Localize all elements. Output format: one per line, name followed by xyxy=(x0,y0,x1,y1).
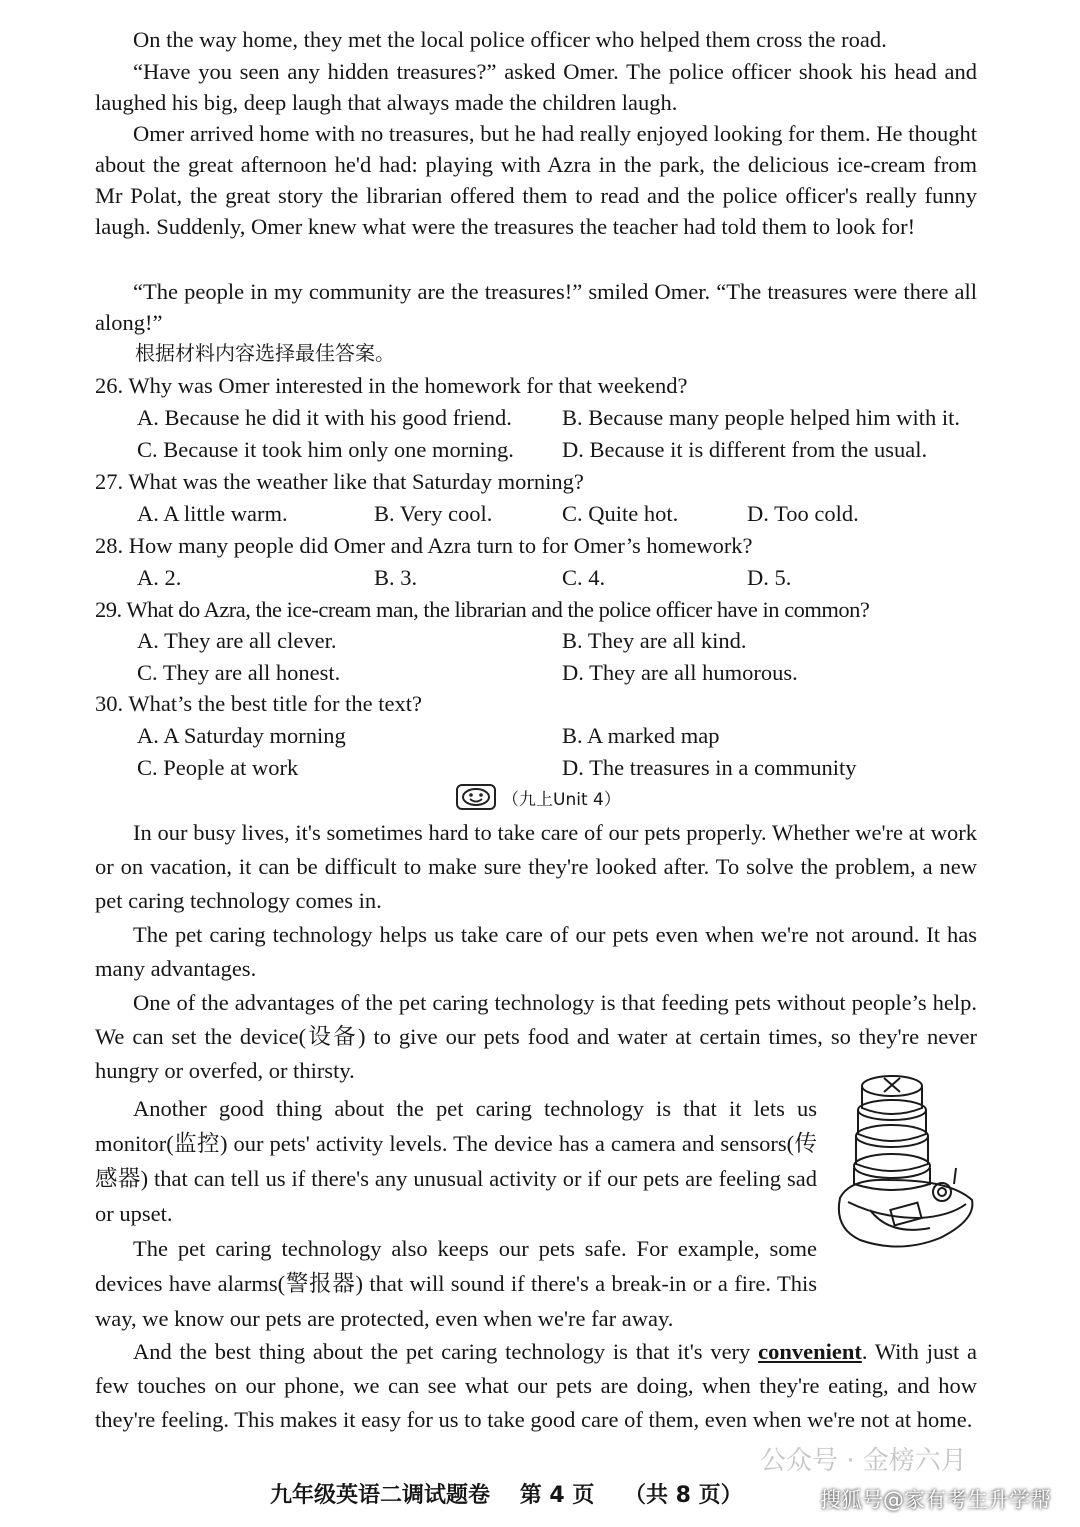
question-29-stem: 29. What do Azra, the ice-cream man, the librarian and the police officer have in common? xyxy=(95,597,870,622)
question-27-option-d[interactable]: D. Too cold. xyxy=(747,501,859,526)
question-28-stem: 28. How many people did Omer and Azra turn to for Omer’s homework? xyxy=(95,533,753,558)
question-26-option-b[interactable]: B. Because many people helped him with it. xyxy=(562,405,961,430)
passage1-paragraph-4: “The people in my community are the treasures!” smiled Omer. “The treasures were there all along!” xyxy=(95,279,977,335)
question-30-stem: 30. What’s the best title for the text? xyxy=(95,691,422,716)
paragraph-6-rest: . With just a few touches on our phone, we can see what our pets are doing, when they're eating, and how they're feeling. This makes it easy for us to take good care of them, even when we're not at home. xyxy=(95,1339,977,1432)
question-28-option-c[interactable]: C. 4. xyxy=(562,565,606,590)
passage1-paragraph-1: On the way home, they met the local police officer who helped them cross the road. xyxy=(133,27,887,52)
question-28-option-d[interactable]: D. 5. xyxy=(747,565,792,590)
question-30-option-d[interactable]: D. The treasures in a community xyxy=(562,755,857,780)
question-29-option-d[interactable]: D. They are all humorous. xyxy=(562,660,798,685)
smiley-badge-icon xyxy=(456,784,496,810)
passage2-paragraph-3: One of the advantages of the pet caring technology is that feeding pets without people’s help. We can set the device(设备) to give our pets food and water at certain times, so they're never hungry or overfed, or thirsty. xyxy=(95,990,977,1083)
question-30-option-b[interactable]: B. A marked map xyxy=(562,723,720,748)
passage2-paragraph-6 xyxy=(95,1335,977,1437)
question-29-option-a[interactable]: A. They are all clever. xyxy=(137,628,337,653)
question-29-option-b[interactable]: B. They are all kind. xyxy=(562,628,747,653)
question-28-option-a[interactable]: A. 2. xyxy=(137,565,182,590)
instruction-text: 根据材料内容选择最佳答案。 xyxy=(135,341,395,365)
question-28-option-b[interactable]: B. 3. xyxy=(374,565,418,590)
passage2-paragraph-4: Another good thing about the pet caring technology is that it lets us monitor(监控) our pets' activity levels. The device has a camera and sensors(传感器) that can tell us if there's any unusual activity or if our pets are feeling sad or upset. xyxy=(95,1096,817,1226)
footer-exam-title: 九年级英语二调试题卷 xyxy=(270,1483,491,1508)
footer-total-pages: （共 8 页） xyxy=(624,1483,743,1508)
page-footer xyxy=(270,1478,765,1509)
pet-feeder-illustration-icon xyxy=(830,1068,980,1258)
question-27-option-a[interactable]: A. A little warm. xyxy=(137,501,288,526)
section-label: （九上Unit 4） xyxy=(502,789,621,810)
passage2-paragraph-2: The pet caring technology helps us take care of our pets even when we're not around. It has many advantages. xyxy=(95,922,977,981)
question-30-option-a[interactable]: A. A Saturday morning xyxy=(137,723,346,748)
section-marker xyxy=(456,782,621,812)
passage2-paragraph-5: The pet caring technology also keeps our pets safe. For example, some devices have alarms(警报器) that will sound if there's a break-in or a fire. This way, we know our pets are protected, even when we're far away. xyxy=(95,1236,817,1331)
question-29-option-c[interactable]: C. They are all honest. xyxy=(137,660,341,685)
question-27-stem: 27. What was the weather like that Saturday morning? xyxy=(95,469,584,494)
keyword-convenient: convenient xyxy=(758,1339,862,1364)
question-27-option-c[interactable]: C. Quite hot. xyxy=(562,501,679,526)
question-26-option-a[interactable]: A. Because he did it with his good friend. xyxy=(137,405,512,430)
footer-page-number: 第 4 页 xyxy=(519,1483,595,1508)
question-26-option-c[interactable]: C. Because it took him only one morning. xyxy=(137,437,514,462)
passage1-paragraph-3: Omer arrived home with no treasures, but he had really enjoyed looking for them. He thought about the great afternoon he'd had: playing with Azra in the park, the delicious ice-cream from Mr Polat, the great story the librarian offered them to read and the police officer's really funny laugh. Suddenly, Omer knew what were the treasures the teacher had told them to look for! xyxy=(95,121,977,239)
paragraph-6-lead: And the best thing about the pet caring technology is that it's very xyxy=(133,1339,759,1364)
question-30-option-c[interactable]: C. People at work xyxy=(137,755,299,780)
wechat-watermark: 公众号 · 金榜六月 xyxy=(760,1446,967,1476)
passage2-paragraph-1: In our busy lives, it's sometimes hard to take care of our pets properly. Whether we're at work or on vacation, it can be difficult to make sure they're looked after. To solve the problem, a new pet caring technology comes in. xyxy=(95,820,977,913)
passage1-paragraph-2: “Have you seen any hidden treasures?” asked Omer. The police officer shook his head and laughed his big, deep laugh that always made the children laugh. xyxy=(95,59,977,115)
question-26-option-d[interactable]: D. Because it is different from the usual. xyxy=(562,437,928,462)
question-27-option-b[interactable]: B. Very cool. xyxy=(374,501,493,526)
sohu-watermark: 搜狐号@家有考生升学帮 xyxy=(820,1488,1051,1512)
question-26-stem: 26. Why was Omer interested in the homework for that weekend? xyxy=(95,373,688,398)
